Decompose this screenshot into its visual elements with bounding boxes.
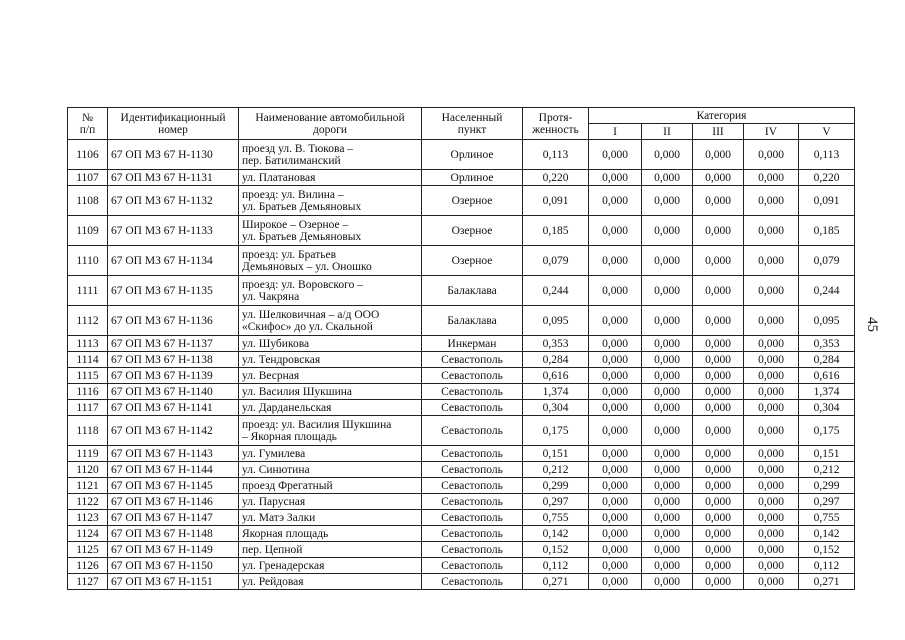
- category-3-value: 0,000: [693, 216, 744, 246]
- road-length: 0,151: [523, 446, 589, 462]
- road-name: [239, 368, 422, 384]
- road-id: 67 ОП МЗ 67 Н-1151: [108, 574, 239, 590]
- category-4-value: 0,000: [744, 400, 799, 416]
- road-name-line: ул. Гумилева: [242, 447, 306, 460]
- settlement: Севастополь: [422, 574, 523, 590]
- road-id: 67 ОП МЗ 67 Н-1148: [108, 526, 239, 542]
- road-id: 67 ОП МЗ 67 Н-1140: [108, 384, 239, 400]
- category-4-value: 0,000: [744, 336, 799, 352]
- road-name: [239, 574, 422, 590]
- settlement: Орлиное: [422, 170, 523, 186]
- category-5-value: 0,112: [799, 558, 855, 574]
- category-1-value: 0,000: [589, 140, 642, 170]
- category-1-value: 0,000: [589, 526, 642, 542]
- settlement: Севастополь: [422, 494, 523, 510]
- category-1-value: 0,000: [589, 558, 642, 574]
- header-cat-3: III: [693, 124, 744, 140]
- category-1-value: 0,000: [589, 416, 642, 446]
- road-id: 67 ОП МЗ 67 Н-1139: [108, 368, 239, 384]
- table-row: [68, 352, 855, 368]
- road-name: [239, 510, 422, 526]
- category-5-value: 0,175: [799, 416, 855, 446]
- settlement: Севастополь: [422, 368, 523, 384]
- row-number: 1121: [68, 478, 108, 494]
- road-name: [239, 384, 422, 400]
- category-1-value: 0,000: [589, 246, 642, 276]
- category-2-value: 0,000: [642, 494, 693, 510]
- category-2-value: 0,000: [642, 526, 693, 542]
- header-length-line1: Протя-: [538, 111, 573, 124]
- road-name-line: пер. Цепной: [242, 543, 303, 556]
- table-row: [68, 416, 855, 446]
- category-3-value: 0,000: [693, 384, 744, 400]
- settlement: Севастополь: [422, 352, 523, 368]
- category-3-value: 0,000: [693, 368, 744, 384]
- page-number: 45: [864, 317, 880, 332]
- table-row: [68, 170, 855, 186]
- category-4-value: 0,000: [744, 186, 799, 216]
- road-name: [239, 306, 422, 336]
- row-number: 1107: [68, 170, 108, 186]
- header-row-top: [68, 108, 855, 124]
- header-length: [523, 108, 589, 140]
- category-1-value: 0,000: [589, 352, 642, 368]
- category-4-value: 0,000: [744, 246, 799, 276]
- row-number: 1111: [68, 276, 108, 306]
- road-name: [239, 276, 422, 306]
- row-number: 1118: [68, 416, 108, 446]
- category-5-value: 0,304: [799, 400, 855, 416]
- category-1-value: 0,000: [589, 336, 642, 352]
- road-name: [239, 170, 422, 186]
- settlement: Озерное: [422, 216, 523, 246]
- road-name-line: ул. Чакряна: [242, 290, 300, 303]
- row-number: 1122: [68, 494, 108, 510]
- category-5-value: 0,185: [799, 216, 855, 246]
- row-number: 1108: [68, 186, 108, 216]
- category-4-value: 0,000: [744, 510, 799, 526]
- category-2-value: 0,000: [642, 352, 693, 368]
- category-2-value: 0,000: [642, 542, 693, 558]
- road-name: [239, 416, 422, 446]
- table-row: [68, 186, 855, 216]
- category-2-value: 0,000: [642, 216, 693, 246]
- road-length: 0,220: [523, 170, 589, 186]
- category-2-value: 0,000: [642, 574, 693, 590]
- category-5-value: 0,220: [799, 170, 855, 186]
- road-length: 0,297: [523, 494, 589, 510]
- road-length: 0,112: [523, 558, 589, 574]
- header-name: [239, 108, 422, 140]
- road-id: 67 ОП МЗ 67 Н-1149: [108, 542, 239, 558]
- category-5-value: 0,079: [799, 246, 855, 276]
- settlement: Балаклава: [422, 306, 523, 336]
- row-number: 1112: [68, 306, 108, 336]
- category-4-value: 0,000: [744, 446, 799, 462]
- category-5-value: 0,353: [799, 336, 855, 352]
- category-1-value: 0,000: [589, 494, 642, 510]
- row-number: 1124: [68, 526, 108, 542]
- row-number: 1125: [68, 542, 108, 558]
- header-name-line1: Наименование автомобильной: [255, 111, 405, 124]
- category-1-value: 0,000: [589, 170, 642, 186]
- category-2-value: 0,000: [642, 558, 693, 574]
- table-row: [68, 574, 855, 590]
- road-length: 0,299: [523, 478, 589, 494]
- road-length: 0,244: [523, 276, 589, 306]
- road-id: 67 ОП МЗ 67 Н-1143: [108, 446, 239, 462]
- table-row: [68, 140, 855, 170]
- category-5-value: 0,616: [799, 368, 855, 384]
- header-id: [108, 108, 239, 140]
- row-number: 1109: [68, 216, 108, 246]
- header-place-line2: пункт: [457, 123, 487, 136]
- table-row: [68, 558, 855, 574]
- category-5-value: 1,374: [799, 384, 855, 400]
- category-1-value: 0,000: [589, 306, 642, 336]
- header-num-line2: п/п: [79, 123, 96, 136]
- road-name-line: ул. Рейдовая: [242, 575, 304, 588]
- settlement: Севастополь: [422, 510, 523, 526]
- road-name-line: проезд: ул. Вилина –: [242, 188, 344, 201]
- row-number: 1126: [68, 558, 108, 574]
- category-2-value: 0,000: [642, 336, 693, 352]
- road-name-line: ул. Братьев Демьяновых: [242, 200, 362, 213]
- category-2-value: 0,000: [642, 416, 693, 446]
- category-1-value: 0,000: [589, 384, 642, 400]
- category-3-value: 0,000: [693, 510, 744, 526]
- category-2-value: 0,000: [642, 306, 693, 336]
- settlement: Балаклава: [422, 276, 523, 306]
- category-5-value: 0,297: [799, 494, 855, 510]
- road-id: 67 ОП МЗ 67 Н-1136: [108, 306, 239, 336]
- category-2-value: 0,000: [642, 186, 693, 216]
- header-cat-1: I: [589, 124, 642, 140]
- road-name: [239, 216, 422, 246]
- settlement: Севастополь: [422, 542, 523, 558]
- road-name-line: ул. Гренадерская: [242, 559, 325, 572]
- category-1-value: 0,000: [589, 478, 642, 494]
- category-2-value: 0,000: [642, 462, 693, 478]
- settlement: Инкерман: [422, 336, 523, 352]
- category-5-value: 0,755: [799, 510, 855, 526]
- header-cat-4: IV: [744, 124, 799, 140]
- category-4-value: 0,000: [744, 574, 799, 590]
- category-5-value: 0,152: [799, 542, 855, 558]
- category-5-value: 0,142: [799, 526, 855, 542]
- category-5-value: 0,151: [799, 446, 855, 462]
- category-4-value: 0,000: [744, 416, 799, 446]
- road-name: [239, 478, 422, 494]
- road-length: 1,374: [523, 384, 589, 400]
- row-number: 1113: [68, 336, 108, 352]
- category-4-value: 0,000: [744, 478, 799, 494]
- road-id: 67 ОП МЗ 67 Н-1134: [108, 246, 239, 276]
- road-length: 0,353: [523, 336, 589, 352]
- category-2-value: 0,000: [642, 276, 693, 306]
- table-row: [68, 494, 855, 510]
- table-row: [68, 446, 855, 462]
- road-name: [239, 140, 422, 170]
- road-name-line: Широкое – Озерное –: [242, 218, 349, 231]
- category-4-value: 0,000: [744, 542, 799, 558]
- road-length: 0,091: [523, 186, 589, 216]
- row-number: 1114: [68, 352, 108, 368]
- category-5-value: 0,244: [799, 276, 855, 306]
- table-row: [68, 384, 855, 400]
- category-2-value: 0,000: [642, 170, 693, 186]
- category-1-value: 0,000: [589, 446, 642, 462]
- table-row: [68, 276, 855, 306]
- category-4-value: 0,000: [744, 276, 799, 306]
- road-id: 67 ОП МЗ 67 Н-1142: [108, 416, 239, 446]
- category-5-value: 0,299: [799, 478, 855, 494]
- settlement: Озерное: [422, 246, 523, 276]
- table-row: [68, 510, 855, 526]
- road-name-line: Якорная площадь: [242, 527, 329, 540]
- category-4-value: 0,000: [744, 216, 799, 246]
- category-2-value: 0,000: [642, 446, 693, 462]
- category-4-value: 0,000: [744, 494, 799, 510]
- category-5-value: 0,091: [799, 186, 855, 216]
- road-id: 67 ОП МЗ 67 Н-1137: [108, 336, 239, 352]
- header-length-line2: женность: [532, 123, 579, 136]
- category-3-value: 0,000: [693, 170, 744, 186]
- road-name-line: ул. Братьев Демьяновых: [242, 230, 362, 243]
- category-4-value: 0,000: [744, 462, 799, 478]
- settlement: Севастополь: [422, 384, 523, 400]
- road-name: [239, 186, 422, 216]
- row-number: 1117: [68, 400, 108, 416]
- table-row: [68, 478, 855, 494]
- header-place-line1: Населенный: [441, 111, 503, 124]
- settlement: Севастополь: [422, 526, 523, 542]
- table-body: [68, 140, 855, 590]
- category-1-value: 0,000: [589, 542, 642, 558]
- road-id: 67 ОП МЗ 67 Н-1144: [108, 462, 239, 478]
- road-name: [239, 446, 422, 462]
- road-length: 0,271: [523, 574, 589, 590]
- category-3-value: 0,000: [693, 462, 744, 478]
- category-3-value: 0,000: [693, 494, 744, 510]
- category-2-value: 0,000: [642, 478, 693, 494]
- category-1-value: 0,000: [589, 216, 642, 246]
- row-number: 1120: [68, 462, 108, 478]
- road-name-line: ул. Парусная: [242, 495, 306, 508]
- row-number: 1127: [68, 574, 108, 590]
- header-name-line2: дороги: [313, 123, 347, 136]
- road-length: 0,079: [523, 246, 589, 276]
- road-length: 0,212: [523, 462, 589, 478]
- road-name: [239, 542, 422, 558]
- road-name-line: ул. Синютина: [242, 463, 310, 476]
- road-length: 0,616: [523, 368, 589, 384]
- road-name-line: проезд ул. В. Тюкова –: [242, 142, 354, 155]
- road-length: 0,304: [523, 400, 589, 416]
- header-category: Категория: [589, 108, 855, 124]
- category-3-value: 0,000: [693, 336, 744, 352]
- road-length: 0,185: [523, 216, 589, 246]
- settlement: Севастополь: [422, 478, 523, 494]
- header-id-line2: номер: [158, 123, 188, 136]
- header-cat-5: V: [799, 124, 855, 140]
- header-place: [422, 108, 523, 140]
- row-number: 1116: [68, 384, 108, 400]
- road-length: 0,175: [523, 416, 589, 446]
- row-number: 1106: [68, 140, 108, 170]
- category-4-value: 0,000: [744, 352, 799, 368]
- category-2-value: 0,000: [642, 400, 693, 416]
- category-3-value: 0,000: [693, 246, 744, 276]
- settlement: Севастополь: [422, 446, 523, 462]
- table-row: [68, 368, 855, 384]
- road-length: 0,113: [523, 140, 589, 170]
- settlement: Севастополь: [422, 558, 523, 574]
- road-name-line: проезд: ул. Братьев: [242, 248, 336, 261]
- road-name-line: – Якорная площадь: [242, 430, 337, 443]
- category-5-value: 0,212: [799, 462, 855, 478]
- road-id: 67 ОП МЗ 67 Н-1150: [108, 558, 239, 574]
- road-name-line: ул. Дарданельская: [242, 401, 332, 414]
- category-4-value: 0,000: [744, 170, 799, 186]
- category-1-value: 0,000: [589, 462, 642, 478]
- table-row: [68, 306, 855, 336]
- road-name: [239, 352, 422, 368]
- road-id: 67 ОП МЗ 67 Н-1132: [108, 186, 239, 216]
- category-2-value: 0,000: [642, 246, 693, 276]
- road-id: 67 ОП МЗ 67 Н-1138: [108, 352, 239, 368]
- header-num: [68, 108, 108, 140]
- category-5-value: 0,284: [799, 352, 855, 368]
- road-id: 67 ОП МЗ 67 Н-1145: [108, 478, 239, 494]
- header-id-line1: Идентификационный: [120, 111, 226, 124]
- settlement: Севастополь: [422, 462, 523, 478]
- table-row: [68, 462, 855, 478]
- category-2-value: 0,000: [642, 368, 693, 384]
- header-cat-2: II: [642, 124, 693, 140]
- road-name: [239, 462, 422, 478]
- category-1-value: 0,000: [589, 368, 642, 384]
- category-2-value: 0,000: [642, 510, 693, 526]
- road-name-line: ул. Матэ Залки: [242, 511, 316, 524]
- settlement: Озерное: [422, 186, 523, 216]
- settlement: Севастополь: [422, 416, 523, 446]
- road-name-line: проезд: ул. Воровского –: [242, 278, 363, 291]
- category-1-value: 0,000: [589, 400, 642, 416]
- road-name-line: ул. Шелковичная – а/д ООО: [242, 308, 380, 321]
- category-3-value: 0,000: [693, 306, 744, 336]
- road-name-line: ул. Тендровская: [242, 353, 321, 366]
- road-name-line: проезд Фрегатный: [242, 479, 333, 492]
- road-name-line: ул. Платановая: [242, 171, 316, 184]
- road-name-line: ул. Василия Шукшина: [242, 385, 353, 398]
- category-3-value: 0,000: [693, 140, 744, 170]
- road-length: 0,755: [523, 510, 589, 526]
- category-4-value: 0,000: [744, 384, 799, 400]
- road-id: 67 ОП МЗ 67 Н-1141: [108, 400, 239, 416]
- road-name-line: проезд: ул. Василия Шукшина: [242, 418, 392, 431]
- category-2-value: 0,000: [642, 384, 693, 400]
- category-3-value: 0,000: [693, 574, 744, 590]
- road-name: [239, 526, 422, 542]
- road-name-line: пер. Батилиманский: [242, 154, 341, 167]
- category-1-value: 0,000: [589, 186, 642, 216]
- category-3-value: 0,000: [693, 526, 744, 542]
- table-row: [68, 542, 855, 558]
- row-number: 1123: [68, 510, 108, 526]
- road-name: [239, 336, 422, 352]
- road-name: [239, 494, 422, 510]
- road-id: 67 ОП МЗ 67 Н-1146: [108, 494, 239, 510]
- category-1-value: 0,000: [589, 574, 642, 590]
- category-5-value: 0,271: [799, 574, 855, 590]
- road-name-line: ул. Весрная: [242, 369, 300, 382]
- row-number: 1110: [68, 246, 108, 276]
- category-3-value: 0,000: [693, 416, 744, 446]
- road-name-line: «Скифос» до ул. Скальной: [242, 320, 373, 333]
- category-1-value: 0,000: [589, 510, 642, 526]
- table-row: [68, 216, 855, 246]
- category-3-value: 0,000: [693, 352, 744, 368]
- category-4-value: 0,000: [744, 306, 799, 336]
- road-length: 0,095: [523, 306, 589, 336]
- road-id: 67 ОП МЗ 67 Н-1130: [108, 140, 239, 170]
- category-3-value: 0,000: [693, 400, 744, 416]
- table-row: [68, 526, 855, 542]
- category-3-value: 0,000: [693, 446, 744, 462]
- category-4-value: 0,000: [744, 140, 799, 170]
- table-row: [68, 336, 855, 352]
- category-5-value: 0,095: [799, 306, 855, 336]
- category-3-value: 0,000: [693, 276, 744, 306]
- category-5-value: 0,113: [799, 140, 855, 170]
- category-1-value: 0,000: [589, 276, 642, 306]
- category-2-value: 0,000: [642, 140, 693, 170]
- category-3-value: 0,000: [693, 478, 744, 494]
- road-name-line: Демьяновых – ул. Оношко: [242, 260, 372, 273]
- table-row: [68, 400, 855, 416]
- road-name: [239, 400, 422, 416]
- road-name: [239, 246, 422, 276]
- road-id: 67 ОП МЗ 67 Н-1133: [108, 216, 239, 246]
- table-row: [68, 246, 855, 276]
- row-number: 1115: [68, 368, 108, 384]
- category-3-value: 0,000: [693, 186, 744, 216]
- category-3-value: 0,000: [693, 542, 744, 558]
- settlement: Севастополь: [422, 400, 523, 416]
- road-length: 0,152: [523, 542, 589, 558]
- road-name: [239, 558, 422, 574]
- row-number: 1119: [68, 446, 108, 462]
- road-name-line: ул. Шубикова: [242, 337, 310, 350]
- road-id: 67 ОП МЗ 67 Н-1147: [108, 510, 239, 526]
- road-id: 67 ОП МЗ 67 Н-1135: [108, 276, 239, 306]
- category-4-value: 0,000: [744, 526, 799, 542]
- header-num-line1: №: [82, 111, 93, 124]
- road-length: 0,284: [523, 352, 589, 368]
- road-registry-table: [67, 107, 855, 590]
- settlement: Орлиное: [422, 140, 523, 170]
- category-4-value: 0,000: [744, 558, 799, 574]
- road-id: 67 ОП МЗ 67 Н-1131: [108, 170, 239, 186]
- category-3-value: 0,000: [693, 558, 744, 574]
- category-4-value: 0,000: [744, 368, 799, 384]
- road-length: 0,142: [523, 526, 589, 542]
